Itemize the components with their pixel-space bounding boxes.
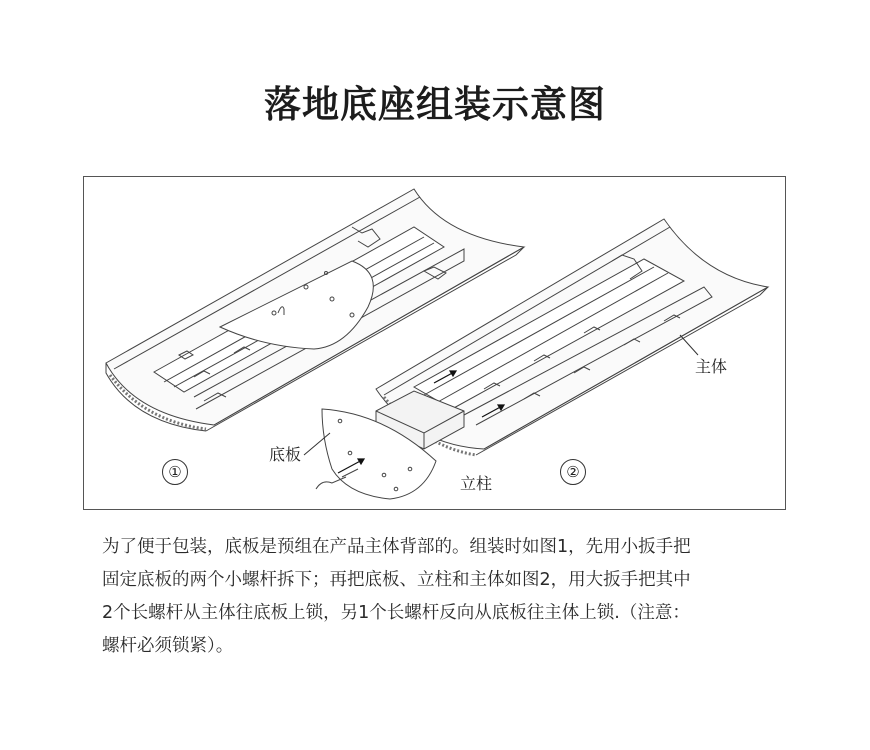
label-body: 主体 bbox=[695, 357, 728, 376]
instruction-text bbox=[102, 531, 792, 663]
label-column: 立柱 bbox=[460, 474, 493, 493]
assembly-illustration bbox=[84, 177, 787, 511]
page-title: 落地底座组装示意图 bbox=[264, 83, 606, 126]
instruction-line: 螺杆必须锁紧）。 bbox=[102, 636, 234, 656]
instruction-line: 固定底板的两个小螺杆拆下；再把底板、立柱和主体如图2，用大扳手把其中 bbox=[102, 570, 691, 590]
step-number-2: ② bbox=[560, 459, 586, 485]
step-number-1: ① bbox=[162, 459, 188, 485]
assembly-diagram bbox=[83, 176, 786, 510]
label-baseplate: 底板 bbox=[269, 445, 302, 464]
instruction-line: 2个长螺杆从主体往底板上锁，另1个长螺杆反向从底板往主体上锁.（注意： bbox=[102, 603, 690, 623]
instruction-line: 为了便于包装，底板是预组在产品主体背部的。组装时如图1，先用小扳手把 bbox=[102, 537, 691, 557]
